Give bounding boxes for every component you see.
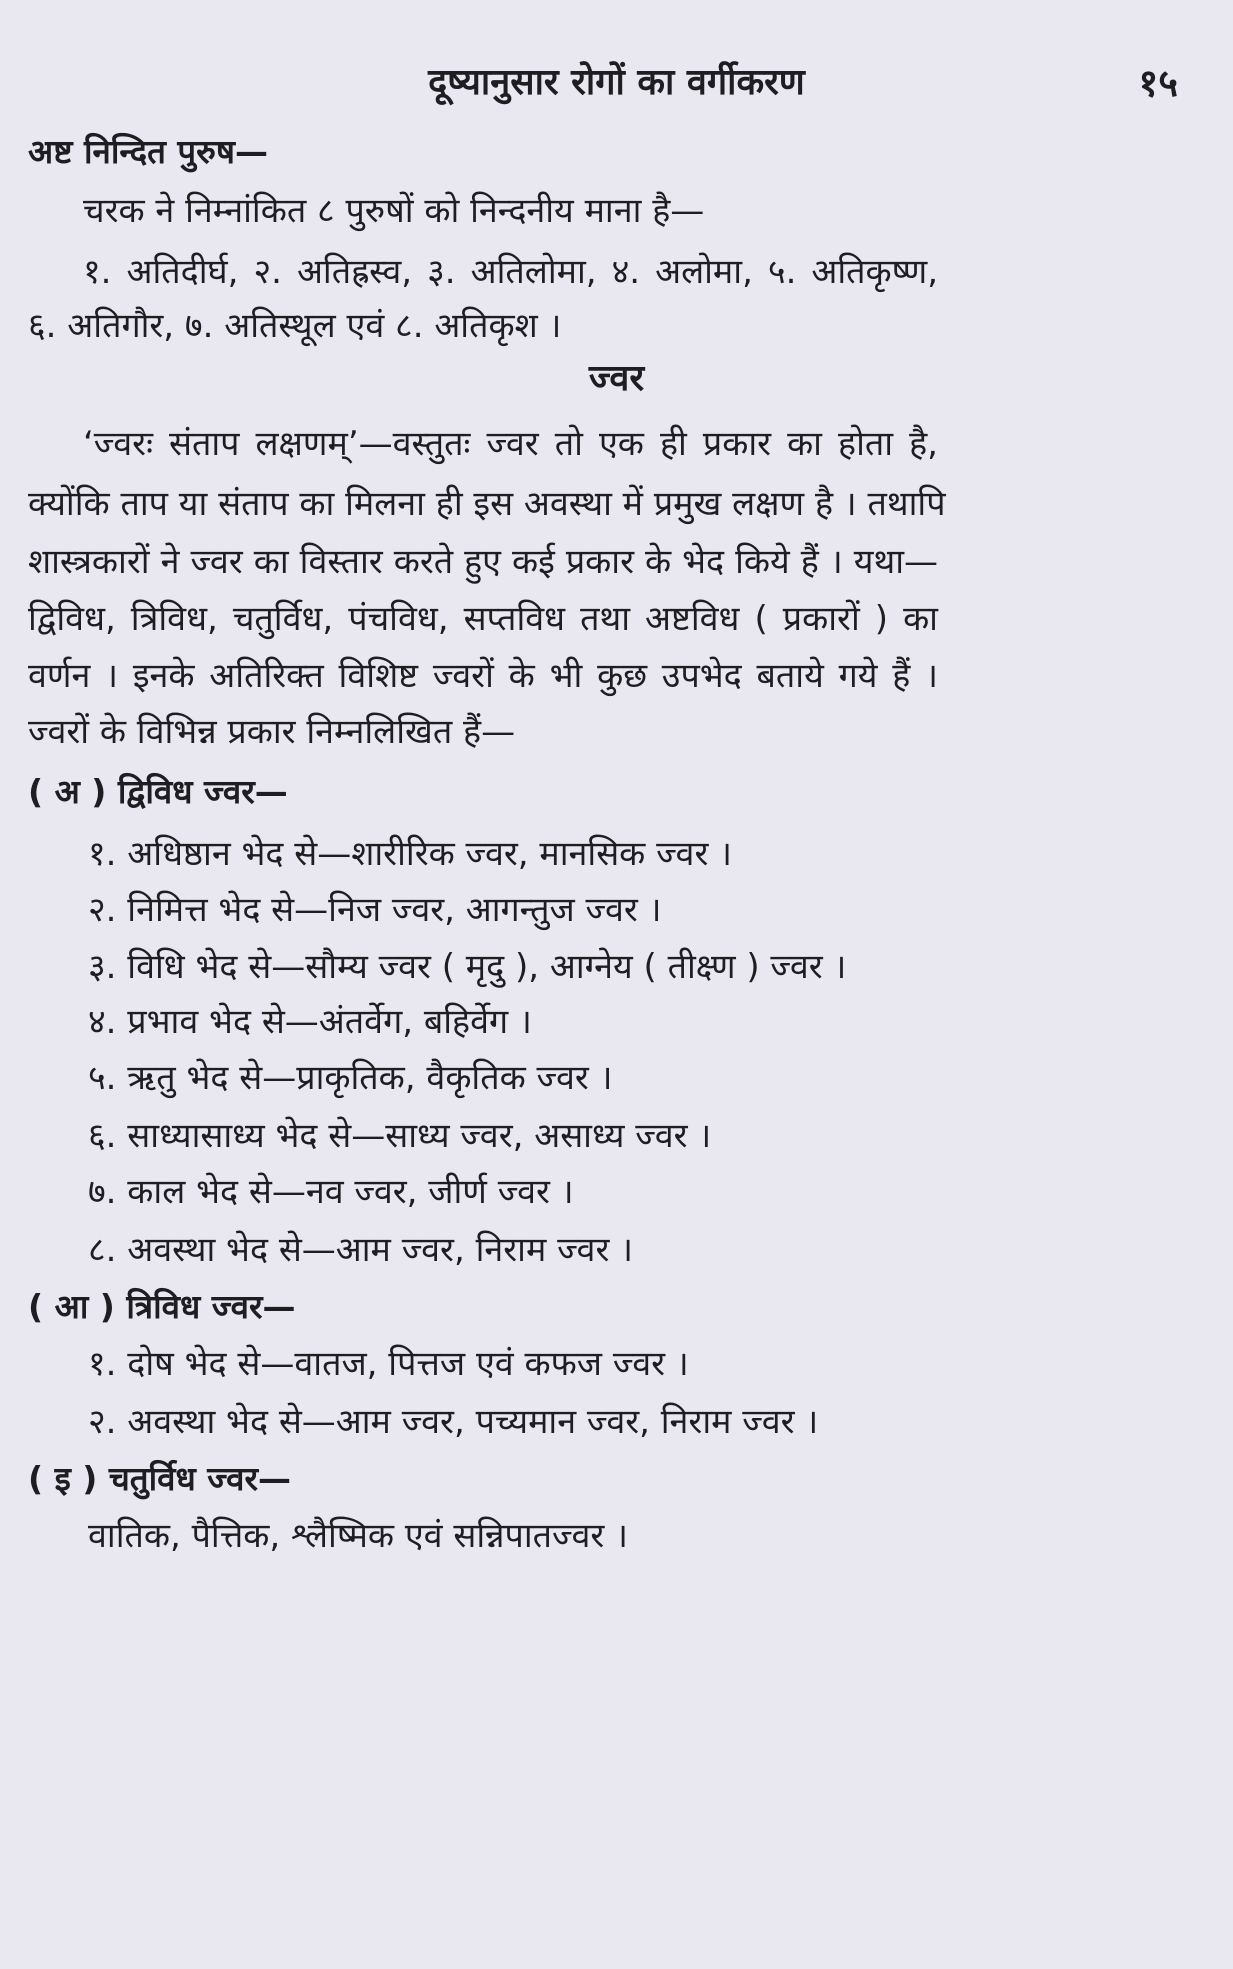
paragraph-line: शास्त्रकारों ने ज्वर का विस्तार करते हुए कई प्रकार के भेद किये हैं । यथा— [28, 542, 938, 582]
paragraph-line: ज्वरों के विभिन्न प्रकार निम्नलिखित हैं— [28, 712, 516, 752]
subheading-dvividh: ( अ ) द्विविध ज्वर— [28, 772, 288, 811]
list-item: ८. अवस्था भेद से—आम ज्वर, निराम ज्वर । [88, 1230, 634, 1270]
list-item: ३. विधि भेद से—सौम्य ज्वर ( मृदु ), आग्नेय ( तीक्ष्ण ) ज्वर । [88, 947, 847, 987]
running-header-title: दूष्यानुसार रोगों का वर्गीकरण [428, 62, 805, 103]
paragraph-line: ‘ज्वरः संताप लक्षणम्’—वस्तुतः ज्वर तो एक ही प्रकार का होता है, [83, 424, 938, 464]
paragraph-line: वर्णन । इनके अतिरिक्त विशिष्ट ज्वरों के भी कुछ उपभेद बताये गये हैं । [28, 656, 938, 696]
paragraph-line: द्विविध, त्रिविध, चतुर्विध, पंचविध, सप्तविध तथा अष्टविध ( प्रकारों ) का [28, 599, 938, 639]
list-line: १. अतिदीर्घ, २. अतिह्रस्व, ३. अतिलोमा, ४. अलोमा, ५. अतिकृष्ण, [83, 252, 938, 292]
list-item: ६. साध्यासाध्य भेद से—साध्य ज्वर, असाध्य ज्वर । [88, 1116, 712, 1156]
subheading-chaturvidh: ( इ ) चतुर्विध ज्वर— [28, 1459, 291, 1498]
list-item: ५. ऋतु भेद से—प्राकृतिक, वैकृतिक ज्वर । [88, 1058, 613, 1098]
list-item: वातिक, पैत्तिक, श्लैष्मिक एवं सन्निपातज्वर । [88, 1516, 628, 1556]
subheading-trividh: ( आ ) त्रिविध ज्वर— [28, 1287, 296, 1326]
list-item: २. निमित्त भेद से—निज ज्वर, आगन्तुज ज्वर । [88, 890, 662, 930]
list-item: १. अधिष्ठान भेद से—शारीरिक ज्वर, मानसिक ज्वर । [88, 834, 733, 874]
paragraph-line: क्योंकि ताप या संताप का मिलना ही इस अवस्था में प्रमुख लक्षण है । तथापि [28, 484, 946, 524]
list-line: ६. अतिगौर, ७. अतिस्थूल एवं ८. अतिकृश । [28, 306, 562, 346]
list-item: ७. काल भेद से—नव ज्वर, जीर्ण ज्वर । [88, 1172, 574, 1212]
list-item: २. अवस्था भेद से—आम ज्वर, पच्यमान ज्वर, निराम ज्वर । [88, 1402, 819, 1442]
list-item: १. दोष भेद से—वातज, पित्तज एवं कफज ज्वर । [88, 1344, 689, 1384]
list-item: ४. प्रभाव भेद से—अंतर्वेग, बहिर्वेग । [88, 1002, 532, 1042]
section-heading-ashta-nindita: अष्ट निन्दित पुरुष— [28, 132, 268, 171]
page-number: १५ [1138, 61, 1178, 105]
intro-line: चरक ने निम्नांकित ८ पुरुषों को निन्दनीय माना है— [83, 191, 705, 231]
section-heading-jwar: ज्वर [588, 358, 645, 399]
